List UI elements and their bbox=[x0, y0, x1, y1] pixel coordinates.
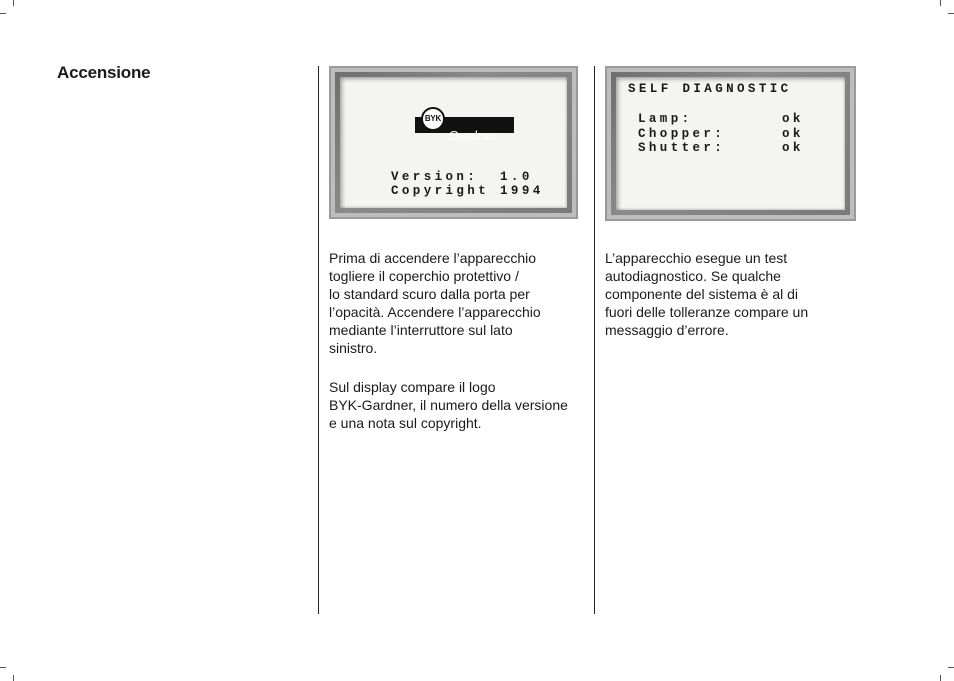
text-line: togliere il coperchio protettivo / bbox=[329, 268, 519, 284]
display-lcd bbox=[616, 77, 845, 210]
text-line: Sul display compare il logo bbox=[329, 379, 496, 395]
crop-mark bbox=[0, 667, 6, 668]
logo-badge bbox=[421, 107, 445, 131]
text-line: L’apparecchio esegue un test bbox=[605, 250, 788, 266]
crop-mark bbox=[940, 675, 941, 681]
copyright-line: Copyright 1994 bbox=[391, 184, 544, 198]
crop-mark bbox=[0, 13, 6, 14]
diagnostic-title: SELF DIAGNOSTIC bbox=[628, 82, 792, 96]
text-line: e una nota sul copyright. bbox=[329, 415, 482, 431]
column-divider bbox=[594, 66, 595, 614]
version-line: Version: 1.0 bbox=[391, 170, 533, 184]
logo-brand-text: Gardner bbox=[449, 128, 497, 143]
text-line: mediante l’interruttore sul lato bbox=[329, 322, 513, 338]
crop-mark bbox=[13, 675, 14, 681]
startup-instructions-paragraph bbox=[329, 249, 541, 357]
text-line: Prima di accendere l’apparecchio bbox=[329, 250, 536, 266]
text-line: l’opacità. Accendere l’apparecchio bbox=[329, 304, 541, 320]
diagnostic-status-shutter: ok bbox=[782, 141, 804, 155]
text-line: autodiagnostico. Se qualche bbox=[605, 268, 781, 284]
crop-mark bbox=[948, 667, 954, 668]
display-bezel bbox=[335, 72, 572, 213]
diagnostic-label-shutter: Shutter: bbox=[638, 141, 726, 155]
logo-badge-text: BYK bbox=[424, 114, 442, 123]
column-divider bbox=[318, 66, 319, 614]
self-diagnostic-display bbox=[605, 66, 856, 221]
diagnostic-label-chopper: Chopper: bbox=[638, 127, 726, 141]
crop-mark bbox=[13, 0, 14, 6]
text-line: componente del sistema è al di bbox=[605, 286, 798, 302]
diagnostic-status-chopper: ok bbox=[782, 127, 804, 141]
text-line: BYK-Gardner, il numero della versione bbox=[329, 397, 568, 413]
byk-gardner-logo bbox=[415, 107, 514, 143]
startup-display bbox=[329, 66, 578, 219]
diagnostic-status-lamp: ok bbox=[782, 112, 804, 126]
display-description-paragraph bbox=[329, 378, 568, 432]
text-line: lo standard scuro dalla porta per bbox=[329, 286, 530, 302]
crop-mark bbox=[940, 0, 941, 6]
display-bezel bbox=[611, 72, 850, 215]
diagnostic-label-lamp: Lamp: bbox=[638, 112, 693, 126]
display-lcd bbox=[340, 77, 567, 208]
text-line: messaggio d’errore. bbox=[605, 322, 729, 338]
section-heading: Accensione bbox=[57, 63, 151, 82]
text-line: fuori delle tolleranze compare un bbox=[605, 304, 809, 320]
crop-mark bbox=[948, 13, 954, 14]
self-test-paragraph bbox=[605, 249, 808, 339]
text-line: sinistro. bbox=[329, 340, 378, 356]
